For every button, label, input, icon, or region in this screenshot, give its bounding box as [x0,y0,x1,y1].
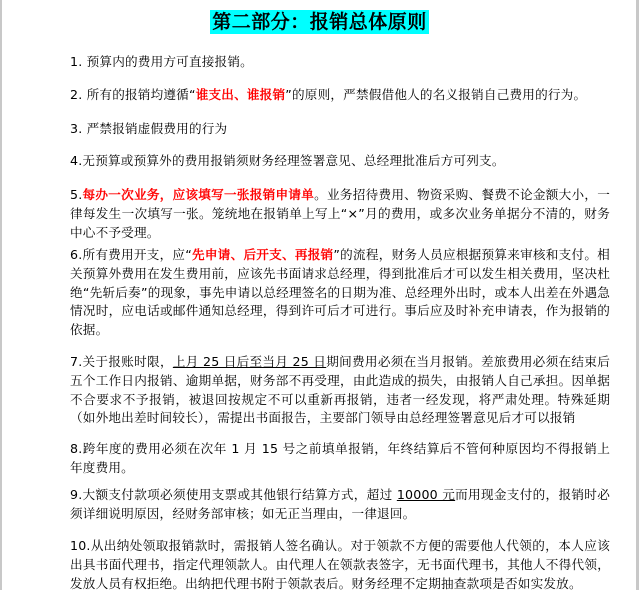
section-title: 第二部分：报销总体原则 [212,11,427,33]
rule-emphasis: 每办一次业务，应该填写一张报销申请单 [82,187,315,202]
rule-underlined: 10000 元 [396,487,456,502]
rule-item-2 [70,86,610,105]
rule-item-3 [70,120,610,139]
rule-text: 期间费用必须在当月报销。差旅费用必须在结束后五个工作日内报销、逾期单据，财务部不再受理，由此造成的损失，由报销人自己承担。因单据不合要求不予报销，被退回按规定不可以重新再报销，违者一经发现，将严肃处理。特殊延期（如外地出差时间较长），需提出书面报告，主要部门领导由总经理签署意见后才可以报销 [70,354,610,426]
rule-text: 2. 所有的报销均遵循“ [70,87,196,102]
rule-text: 6.所有费用开支，应“ [70,247,192,262]
rule-underlined: 上月 25 日后至当月 25 日 [172,354,327,369]
rule-item-5 [70,186,610,242]
rule-text: 而用现金支付的，报销时必须详细说明原因，经财务部审核；如无正当理由，一律退回。 [70,487,611,521]
rule-item-9 [70,486,610,524]
rule-text: 10.从出纳处领取报销款时，需报销人签名确认。对于领款不方便的需要他人代领的，本人应该出具书面代理书，指定代理领款人。由代理人在领款表签字，无书面代理书，其他人不得代领，发放人员有权拒绝。出纳把代理书附于领款表后。财务经理不定期抽查款项是否如实发放。 [70,538,610,591]
title-container [0,10,639,34]
rule-item-7 [70,353,610,428]
rule-text: 。业务招待费用、物资采购、餐费不论金额大小，一律每发生一次填写一张。笼统地在报销单上写上“×”月的费用，或多次业务单据分不清的，财务中心不予受理。 [70,187,610,240]
rule-item-6 [70,246,610,340]
rule-text: 5. [70,187,83,202]
rule-text: 4.无预算或预算外的费用报销须财务经理签署意见、总经理批准后方可列支。 [70,153,505,168]
rule-item-8 [70,440,610,478]
page-border-left [0,0,2,590]
rule-emphasis: 谁支出、谁报销 [195,87,286,102]
rule-text: 9.大额支付款项必须使用支票或其他银行结算方式，超过 [70,487,397,502]
rule-item-1 [70,53,610,72]
rule-item-10 [70,537,610,593]
rule-emphasis: 先申请、后开支、再报销 [192,247,334,262]
rule-text: 1. 预算内的费用方可直接报销。 [70,54,253,69]
rule-text: ”的流程，财务人员应根据预算来审核和支付。相关预算外费用在发生费用前，应该先书面请求总经理，得到批准后才可以发生相关费用，坚决杜绝“先斩后奏”的现象，事先申请以总经理签名的日期为准、总经理外出时，或本人出差在外遇急情况时，应电话或邮件通知总经理，得到许可后才可进行。事后应及时补充申请表，作为报销的依据。 [70,247,610,338]
rule-text: 3. 严禁报销虚假费用的行为 [70,121,228,136]
rule-text: 7.关于报账时限， [70,354,173,369]
rule-text: ”的原则，严禁假借他人的名义报销自己费用的行为。 [285,87,587,102]
rule-text: 8.跨年度的费用必须在次年 1 月 15 号之前填单报销，年终结算后不管何种原因均不得报销上年度费用。 [70,441,610,475]
rule-item-4 [70,152,610,171]
